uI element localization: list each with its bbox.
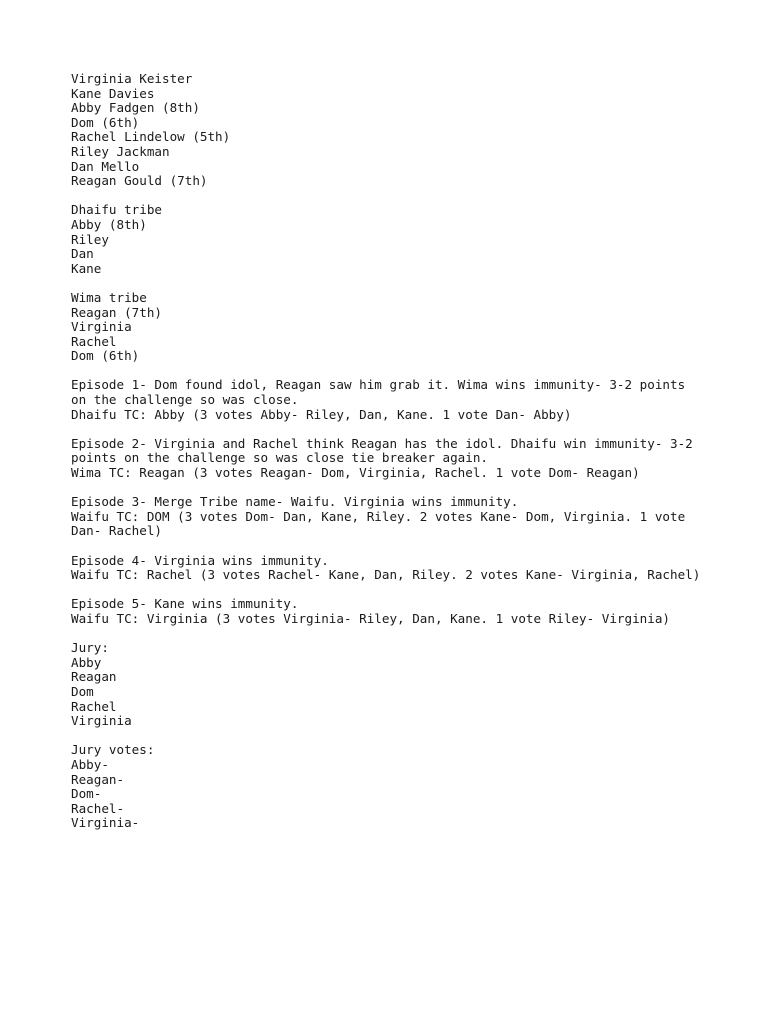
jury-votes (71, 743, 731, 831)
episode-line: Waifu TC: DOM (3 votes Dom- Dan, Kane, Riley. 2 votes Kane- Dom, Virginia. 1 vote (71, 508, 686, 524)
episode-line: Episode 2- Virginia and Rachel think Reagan has the idol. Dhaifu win immunity- 3-2 (71, 435, 693, 451)
jury-vote-entry: Rachel- (71, 800, 125, 816)
cast-member: Dom (6th) (71, 114, 140, 130)
episode-2 (71, 437, 731, 481)
cast-member: Rachel Lindelow (5th) (71, 129, 231, 145)
episode-line: Episode 5- Kane wins immunity. (71, 596, 299, 612)
tribe-wima (71, 291, 731, 364)
document-page (71, 72, 731, 831)
tribe-name: Wima tribe (71, 289, 147, 305)
episode-5 (71, 597, 731, 626)
episode-line: Dan- Rachel) (71, 523, 162, 539)
jury-member: Reagan (71, 669, 117, 685)
jury-vote-entry: Reagan- (71, 771, 125, 787)
jury-member: Dom (71, 683, 94, 699)
jury-vote-entry: Virginia- (71, 815, 140, 831)
episode-line: Episode 4- Virginia wins immunity. (71, 552, 329, 568)
jury-vote-entry: Abby- (71, 756, 109, 772)
cast-list (71, 72, 731, 189)
jury-member: Virginia (71, 713, 132, 729)
episode-line: on the challenge so was close. (71, 392, 299, 408)
tribe-name: Dhaifu tribe (71, 202, 162, 218)
episode-line: Waifu TC: Virginia (3 votes Virginia- Riley, Dan, Kane. 1 vote Riley- Virginia) (71, 610, 670, 626)
cast-member: Virginia Keister (71, 71, 193, 86)
cast-member: Dan Mello (71, 158, 140, 174)
episode-1 (71, 378, 731, 422)
tribe-member: Abby (8th) (71, 216, 147, 232)
episode-line: Wima TC: Reagan (3 votes Reagan- Dom, Virginia, Rachel. 1 vote Dom- Reagan) (71, 465, 640, 481)
cast-member: Reagan Gould (7th) (71, 173, 208, 189)
cast-member: Riley Jackman (71, 143, 170, 159)
tribe-member: Riley (71, 231, 109, 247)
jury-member: Rachel (71, 698, 117, 714)
cast-member: Kane Davies (71, 85, 155, 101)
tribe-member: Reagan (7th) (71, 304, 162, 320)
jury-vote-entry: Dom- (71, 786, 102, 802)
episode-3 (71, 495, 731, 539)
jury-heading: Jury: (71, 640, 109, 656)
tribe-member: Rachel (71, 333, 117, 349)
jury-votes-heading: Jury votes: (71, 742, 155, 758)
tribe-member: Dan (71, 246, 94, 262)
episode-line: Episode 3- Merge Tribe name- Waifu. Virginia wins immunity. (71, 494, 519, 510)
episode-line: Waifu TC: Rachel (3 votes Rachel- Kane, Dan, Riley. 2 votes Kane- Virginia, Rachel) (71, 567, 701, 583)
tribe-member: Kane (71, 260, 102, 276)
tribe-member: Dom (6th) (71, 348, 140, 364)
episode-line: points on the challenge so was close tie breaker again. (71, 450, 489, 466)
jury-member: Abby (71, 654, 102, 670)
jury-list (71, 641, 731, 729)
episode-4 (71, 554, 731, 583)
episode-line: Episode 1- Dom found idol, Reagan saw him grab it. Wima wins immunity- 3-2 points (71, 377, 686, 393)
tribe-dhaifu (71, 203, 731, 276)
cast-member: Abby Fadgen (8th) (71, 100, 200, 116)
tribe-member: Virginia (71, 319, 132, 335)
episode-line: Dhaifu TC: Abby (3 votes Abby- Riley, Dan, Kane. 1 vote Dan- Abby) (71, 406, 572, 422)
